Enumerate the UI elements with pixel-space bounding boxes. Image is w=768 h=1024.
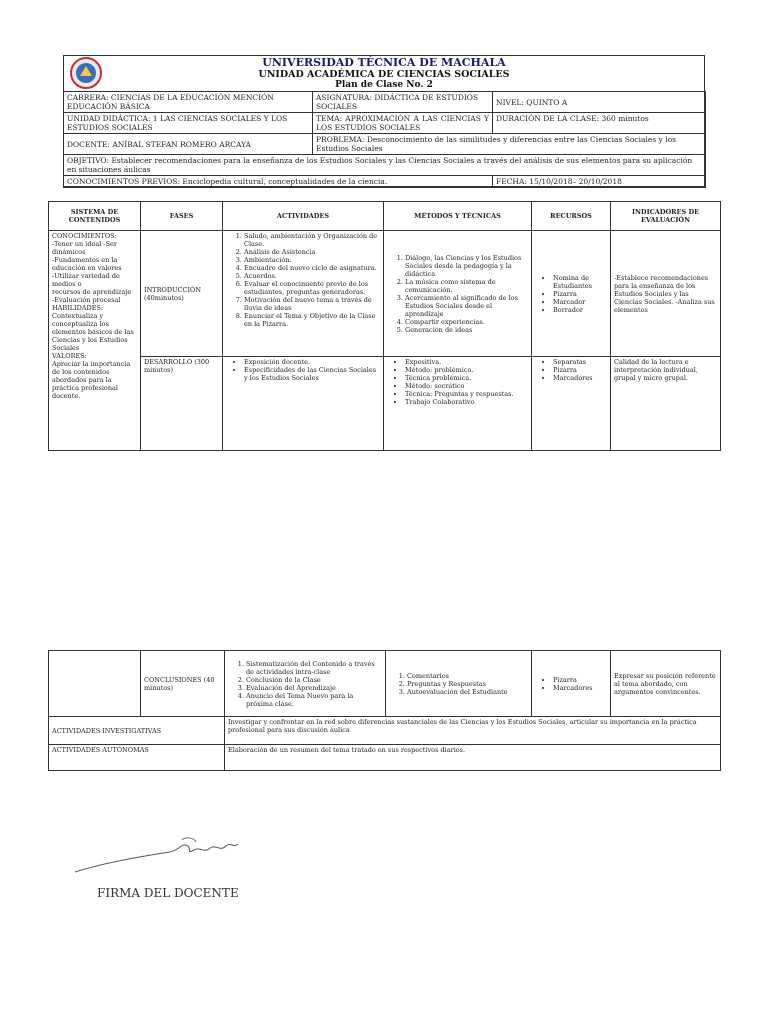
docente-cell: DOCENTE: ANÍBAL STEFAN ROMERO ARCAYA <box>64 134 313 155</box>
list-item: 4. Encuadre del nuevo ciclo de asignatura. <box>244 264 380 272</box>
contenidos-cell <box>49 231 141 451</box>
list-item: 6. Evaluar el conocimiento previo de los estudiantes, preguntas generadoras. <box>244 280 380 296</box>
metodos-intro <box>384 231 532 357</box>
list-item: 4. Compartir experiencias. <box>405 318 528 326</box>
list-item: • Exposición docente. <box>244 358 380 366</box>
plan-title: Plan de Clase No. 2 <box>335 80 433 90</box>
list-item: 3. Ambientación. <box>244 256 380 264</box>
indicadores-intro: -Establece recomendaciones para la enseñanza de los Estudios Sociales y las Ciencias Sociales. -Analiza sus elementos <box>611 231 721 357</box>
conocimientos-cell: CONOCIMIENTOS PREVIOS: Enciclopedia cultural, conceptualidades de la ciencia. <box>64 176 493 188</box>
fase-desarrollo: DESARROLLO (300 minutos) <box>141 357 223 451</box>
tema-cell: TEMA: APROXIMACIÓN A LAS CIENCIAS Y LOS ESTUDIOS SOCIALES <box>313 113 493 134</box>
list-item: • Separatas <box>553 358 607 366</box>
list-item: 3. Evaluación del Aprendizaje <box>246 684 382 692</box>
list-item: 3. Acercamiento al significado de los Estudios Sociales desde el aprendizaje <box>405 294 528 318</box>
col-header-fases: FASES <box>141 202 223 231</box>
list-item: 2. Conclusión de la Clase <box>246 676 382 684</box>
list-item: 1. Diálogo, las Ciencias y los Estudios Sociales desde la pedagogía y la didáctica <box>405 254 528 278</box>
list-item: • Marcadores <box>553 684 607 692</box>
signature-label: FIRMA DEL DOCENTE <box>97 886 239 900</box>
metodos-conclusiones <box>386 651 532 717</box>
asignatura-cell: ASIGNATURA: DIDÁCTICA DE ESTUDIOS SOCIALES <box>313 92 493 113</box>
list-item: • Trabajo Colaborativo <box>405 398 528 406</box>
investigativas-label: ACTIVIDADES INVESTIGATIVAS <box>49 717 225 745</box>
autonomas-text: Elaboración de un resumen del tema tratado en sus respectivos diarios. <box>225 745 721 771</box>
list-item: • Nomina de Estudiantes <box>553 274 607 290</box>
nivel-cell: NIVEL: QUINTO A <box>493 92 706 113</box>
col-header-actividades: ACTIVIDADES <box>223 202 384 231</box>
list-item: • Borrador <box>553 306 607 314</box>
contenidos-line: CONOCIMIENTOS: <box>52 232 117 240</box>
indicadores-desarrollo: Calidad de la lectura e interpretación individual, grupal y micro grupal. <box>611 357 721 451</box>
plan-table <box>48 201 721 451</box>
actividades-desarrollo <box>223 357 384 451</box>
university-title: UNIVERSIDAD TÉCNICA DE MACHALA <box>262 56 506 69</box>
col-header-metodos: MÉTODOS Y TÉCNICAS <box>384 202 532 231</box>
list-item: 2. Preguntas y Respuestas <box>407 680 528 688</box>
list-item: 1. Comentarios <box>407 672 528 680</box>
info-table <box>63 91 706 188</box>
list-item: • Método: socrático <box>405 382 528 390</box>
list-item: 7. Motivación del nuevo tema a través de lluvia de ideas <box>244 296 380 312</box>
list-item: 5. Acuerdos. <box>244 272 380 280</box>
list-item: • Pizarra <box>553 290 607 298</box>
autonomas-label: ACTIVIDADES AUTÓNOMAS <box>49 745 225 771</box>
indicadores-conclusiones: Expresar su posición referente al tema abordado, con argumentos convincentes. <box>611 651 721 717</box>
duracion-cell: DURACIÓN DE LA CLASE: 360 minutos <box>493 113 706 134</box>
list-item: • Especificidades de las Ciencias Sociales y los Estudios Sociales <box>244 366 380 382</box>
actividades-conclusiones <box>225 651 386 717</box>
objetivo-cell: OBJETIVO: Establecer recomendaciones para la enseñanza de los Estudios Sociales y las Ciencias Sociales a través del análisis de sus elementos para su aplicación en situaciones áulicas <box>64 155 706 176</box>
list-item: • Marcadores <box>553 374 607 382</box>
contenidos-line: -Fundamentos en la educación en valores <box>52 256 122 272</box>
list-item: 1. Sistematización del Contenido a través de actividades intra-clase <box>246 660 382 676</box>
recursos-desarrollo <box>532 357 611 451</box>
carrera-cell: CARRERA: CIENCIAS DE LA EDUCACIÓN MENCIÓN EDUCACIÓN BÁSICA <box>64 92 313 113</box>
list-item: • Marcador <box>553 298 607 306</box>
recursos-intro <box>532 231 611 357</box>
signature-image <box>70 832 250 882</box>
list-item: • Expositiva. <box>405 358 528 366</box>
list-item: 2. La música como sistema de comunicación. <box>405 278 528 294</box>
list-item: • Técnica: Preguntas y respuestas. <box>405 390 528 398</box>
contenidos-line: recursos de aprendizaje <box>52 288 132 296</box>
fase-conclusiones: CONCLUSIONES (40 minutos) <box>141 651 225 717</box>
list-item: • Método: problémico. <box>405 366 528 374</box>
fecha-cell: FECHA: 15/10/2018– 20/10/2018 <box>493 176 706 188</box>
list-item: 8. Enunciar el Tema y Objetivo de la Clase en la Pizarra. <box>244 312 380 328</box>
list-item: • Pizarra <box>553 366 607 374</box>
contenidos-empty <box>49 651 141 717</box>
list-item: 1. Saludo, ambientación y Organización de Clase. <box>244 232 380 248</box>
list-item: 2. Análisis de Asistencia <box>244 248 380 256</box>
contenidos-line: -Evaluación procesal <box>52 296 121 304</box>
contenidos-line: -Tener un ideal -Ser dinámicos <box>52 240 117 256</box>
list-item: • Técnica problémica. <box>405 374 528 382</box>
list-item: 4. Anuncio del Tema Nuevo para la próxima clase. <box>246 692 382 708</box>
contenidos-line: HABILIDADES: <box>52 304 104 312</box>
problema-cell: PROBLEMA: Desconocimiento de las similitudes y diferencias entre las Ciencias Sociales y los Estudios Sociales <box>313 134 706 155</box>
list-item: 3. Autoevaluación del Estudiante <box>407 688 528 696</box>
unit-title: UNIDAD ACADÉMICA DE CIENCIAS SOCIALES <box>258 69 510 80</box>
contenidos-line: VALORES: <box>52 352 87 360</box>
plan-table-continued <box>48 650 721 771</box>
contenidos-line: -Utilizar variedad de medios o <box>52 272 120 288</box>
list-item: 5. Generación de ideas <box>405 326 528 334</box>
col-header-recursos: RECURSOS <box>532 202 611 231</box>
metodos-desarrollo <box>384 357 532 451</box>
col-header-indicadores: INDICADORES DE EVALUACIÓN <box>611 202 721 231</box>
col-header-contenidos: SISTEMA DE CONTENIDOS <box>49 202 141 231</box>
contenidos-line: Contextualiza y conceptualiza los elementos básicos de las Ciencias y los Estudios Sociales <box>52 312 134 352</box>
investigativas-text: Investigar y confrontar en la red sobre diferencias sustanciales de las Ciencias y los Estudios Sociales, articular su importancia en la práctica profesional para sus discusión áulica <box>225 717 721 745</box>
recursos-conclusiones <box>532 651 611 717</box>
list-item: • Pizarra <box>553 676 607 684</box>
unidad-cell: UNIDAD DIDÁCTICA: 1 LAS CIENCIAS SOCIALES Y LOS ESTUDIOS SOCIALES <box>64 113 313 134</box>
contenidos-line: Apreciar la importancia de los contenidos abordados para la práctica profesional docente. <box>52 360 131 400</box>
actividades-intro <box>223 231 384 357</box>
fase-intro: INTRODUCCIÓN (40minutos) <box>141 231 223 357</box>
